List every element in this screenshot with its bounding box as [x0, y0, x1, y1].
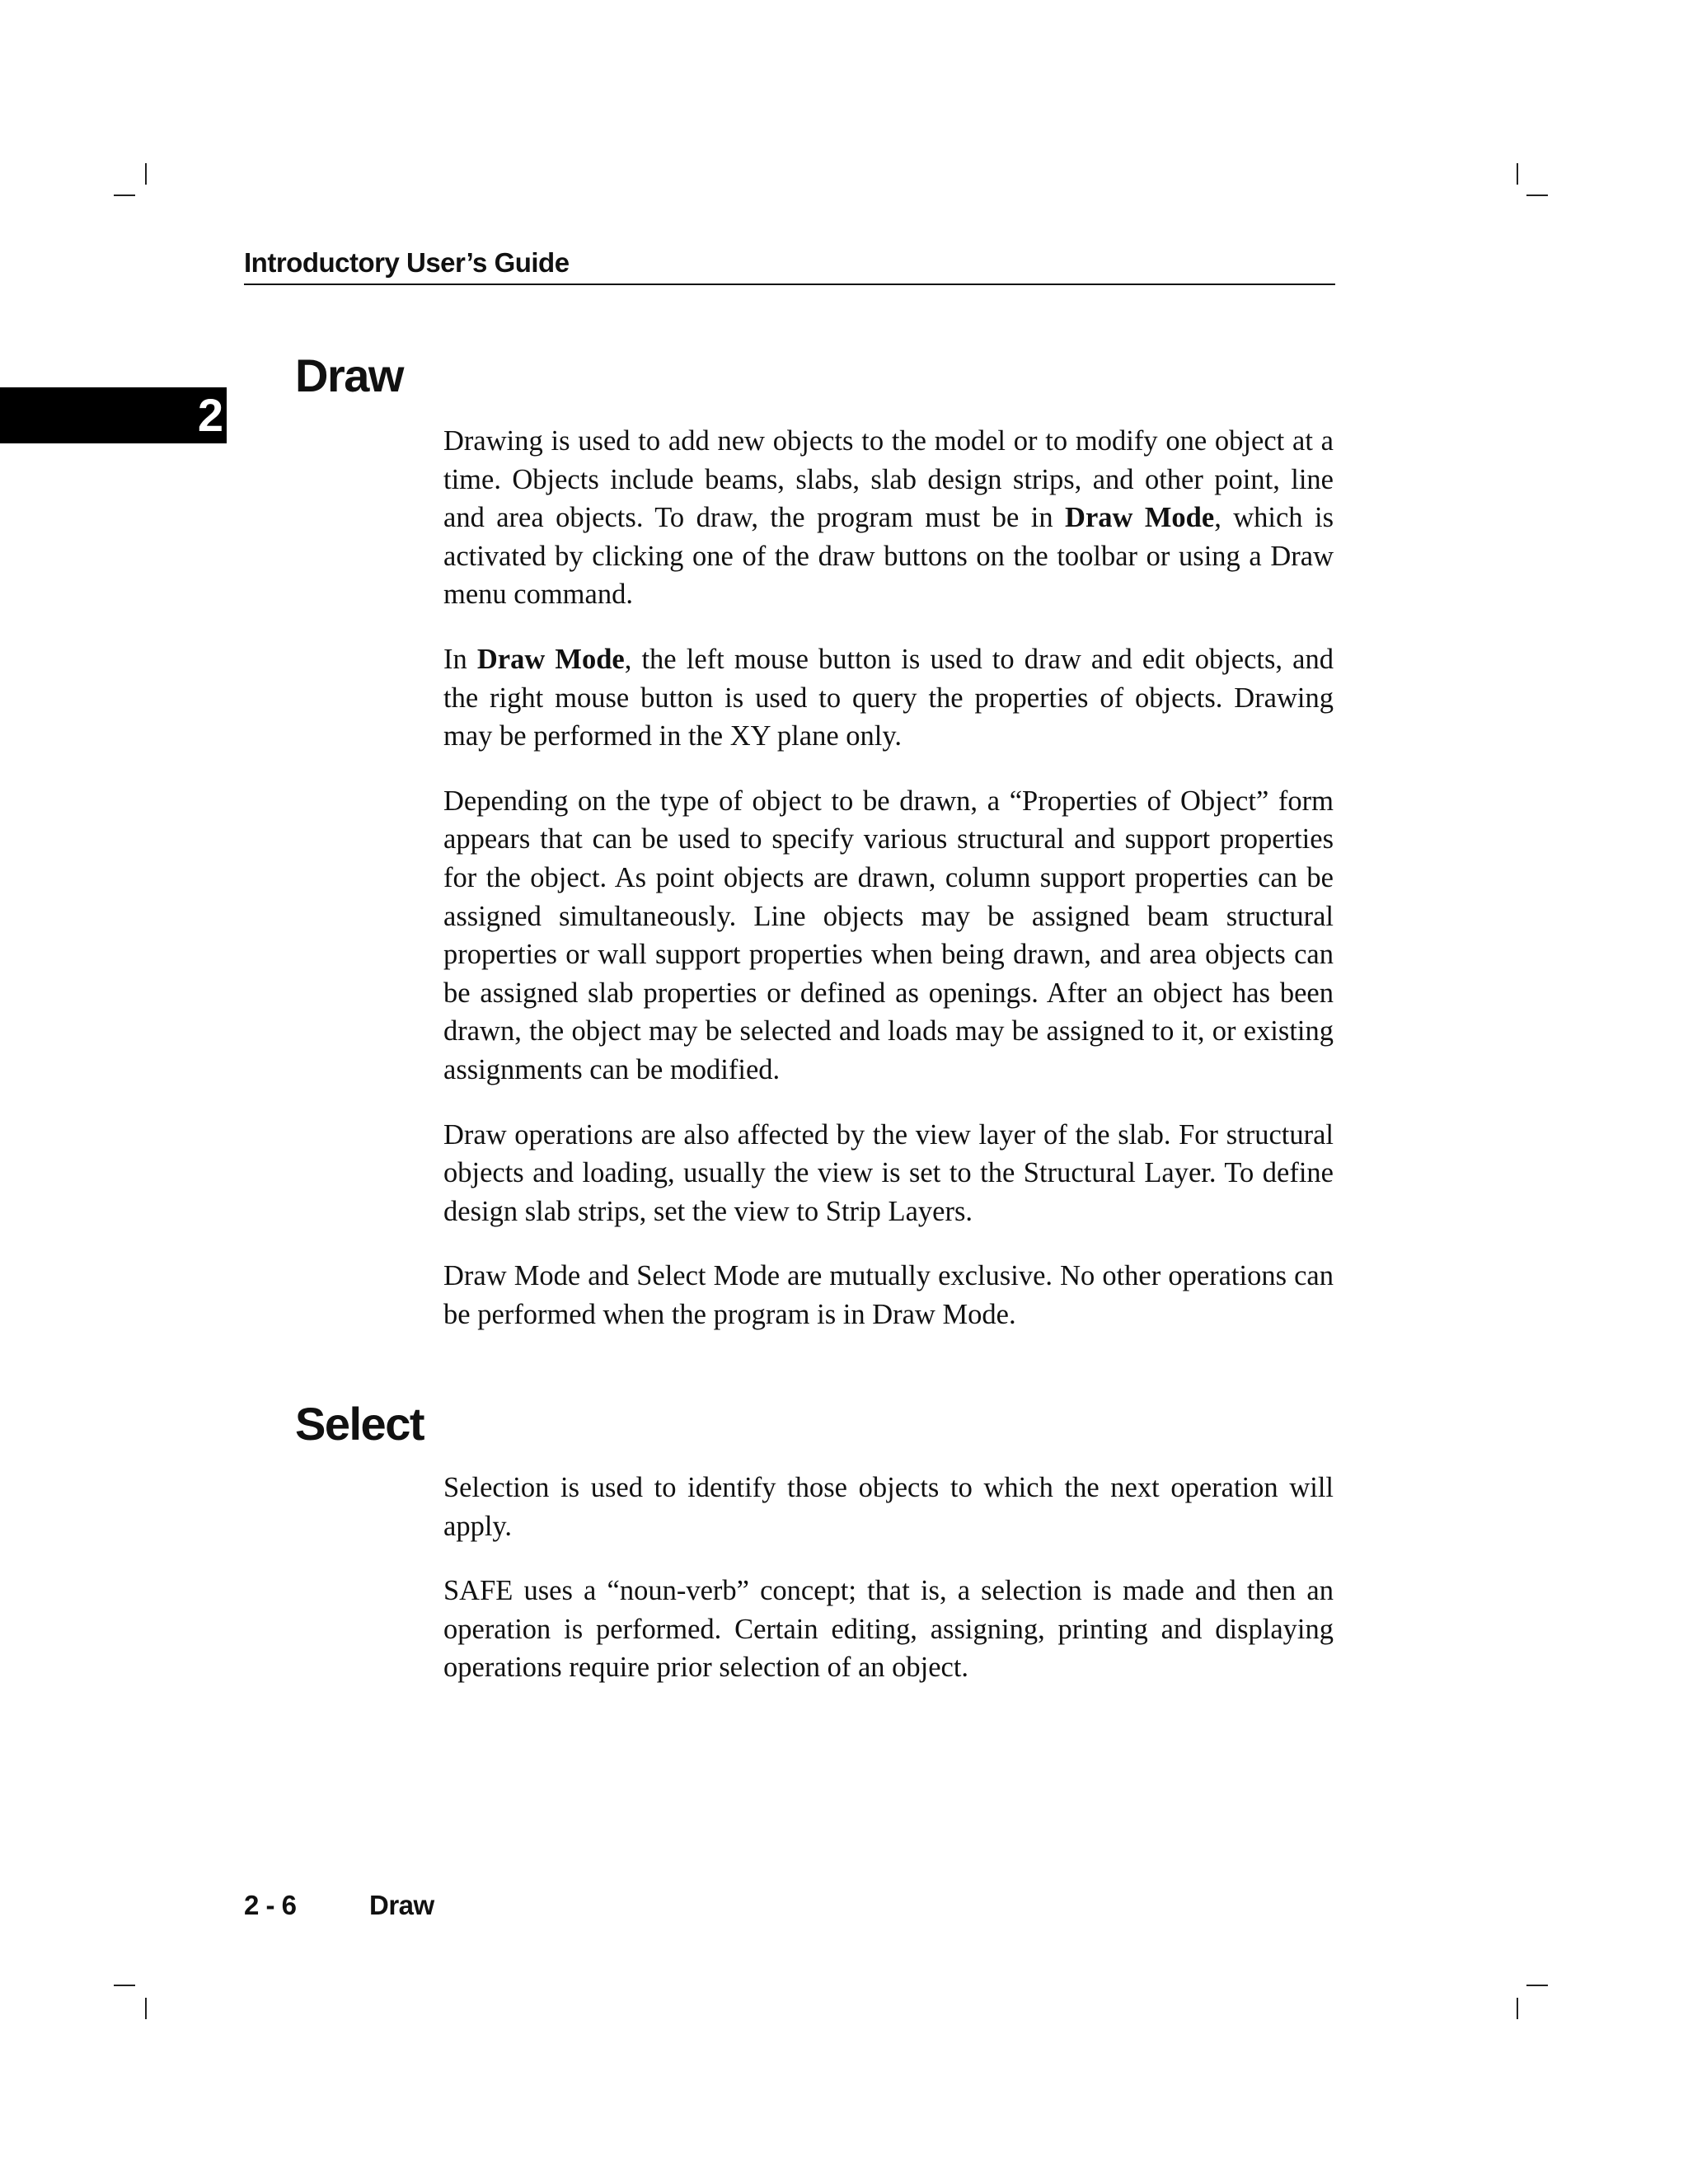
- chapter-tab: 2: [0, 387, 227, 443]
- crop-mark: [1517, 1998, 1518, 2019]
- text-run: SAFE uses a “noun-verb” concept; that is, a selection is made and then an operation is performed. Certain editing, assigning, printing and displaying operations require prior selection of an object.: [443, 1575, 1334, 1684]
- body-paragraph: [443, 1469, 1334, 1545]
- body-paragraph: [443, 1257, 1334, 1333]
- section-heading-draw: Draw: [295, 349, 403, 401]
- text-run: Depending on the type of object to be drawn, a “Properties of Object” form appears that can be used to specify various structural and support properties for the object. As point objects are drawn, column support properties can be assigned simultaneously. Line objects may be assigned beam structural properties or wall support properties when being drawn, and area objects can be assigned slab properties or defined as openings. After an object has been drawn, the object may be selected and loads may be assigned to it, or existing assignments can be modified.: [443, 785, 1334, 1085]
- text-run: In: [443, 643, 477, 675]
- section-heading-select: Select: [295, 1398, 424, 1450]
- crop-mark: [1526, 194, 1548, 196]
- text-run: Draw Mode and Select Mode are mutually exclusive. No other operations can be performed when the program is in Draw Mode.: [443, 1260, 1334, 1330]
- body-paragraph: [443, 1116, 1334, 1231]
- body-paragraph: [443, 782, 1334, 1090]
- text-run: , the left mouse button is used to draw and edit objects, and the right mouse button is used to query the properties of objects. Drawing may be performed in the XY plane only.: [443, 643, 1334, 752]
- page-number: 2 - 6: [244, 1890, 297, 1920]
- crop-mark: [145, 1998, 147, 2019]
- crop-mark: [1526, 1985, 1548, 1986]
- section-body-select: [443, 1469, 1334, 1713]
- body-paragraph: [443, 1572, 1334, 1687]
- text-run: , which is activated by clicking one of the draw buttons on the toolbar or using a Draw menu command.: [443, 502, 1334, 611]
- text-run: Selection is used to identify those objects to which the next operation will apply.: [443, 1472, 1334, 1542]
- running-header: Introductory User’s Guide: [244, 247, 1335, 285]
- crop-mark: [145, 163, 147, 185]
- section-body-draw: [443, 422, 1334, 1360]
- bold-term: Draw Mode: [1065, 502, 1215, 534]
- footer-section-title: Draw: [369, 1890, 434, 1920]
- bold-term: Draw Mode: [476, 643, 625, 675]
- crop-mark: [114, 194, 135, 196]
- text-run: Draw operations are also affected by the view layer of the slab. For structural objects and loading, usually the view is set to the Structural Layer. To define design slab strips, set the view to Strip Layers.: [443, 1118, 1334, 1227]
- crop-mark: [1517, 163, 1518, 185]
- text-run: Drawing is used to add new objects to the model or to modify one object at a time. Objects include beams, slabs, slab design strips, and other point, line and area objects. To draw, the program must be in: [443, 425, 1334, 534]
- page-footer: [244, 1890, 434, 1921]
- body-paragraph: [443, 640, 1334, 756]
- crop-mark: [114, 1985, 135, 1986]
- body-paragraph: [443, 422, 1334, 614]
